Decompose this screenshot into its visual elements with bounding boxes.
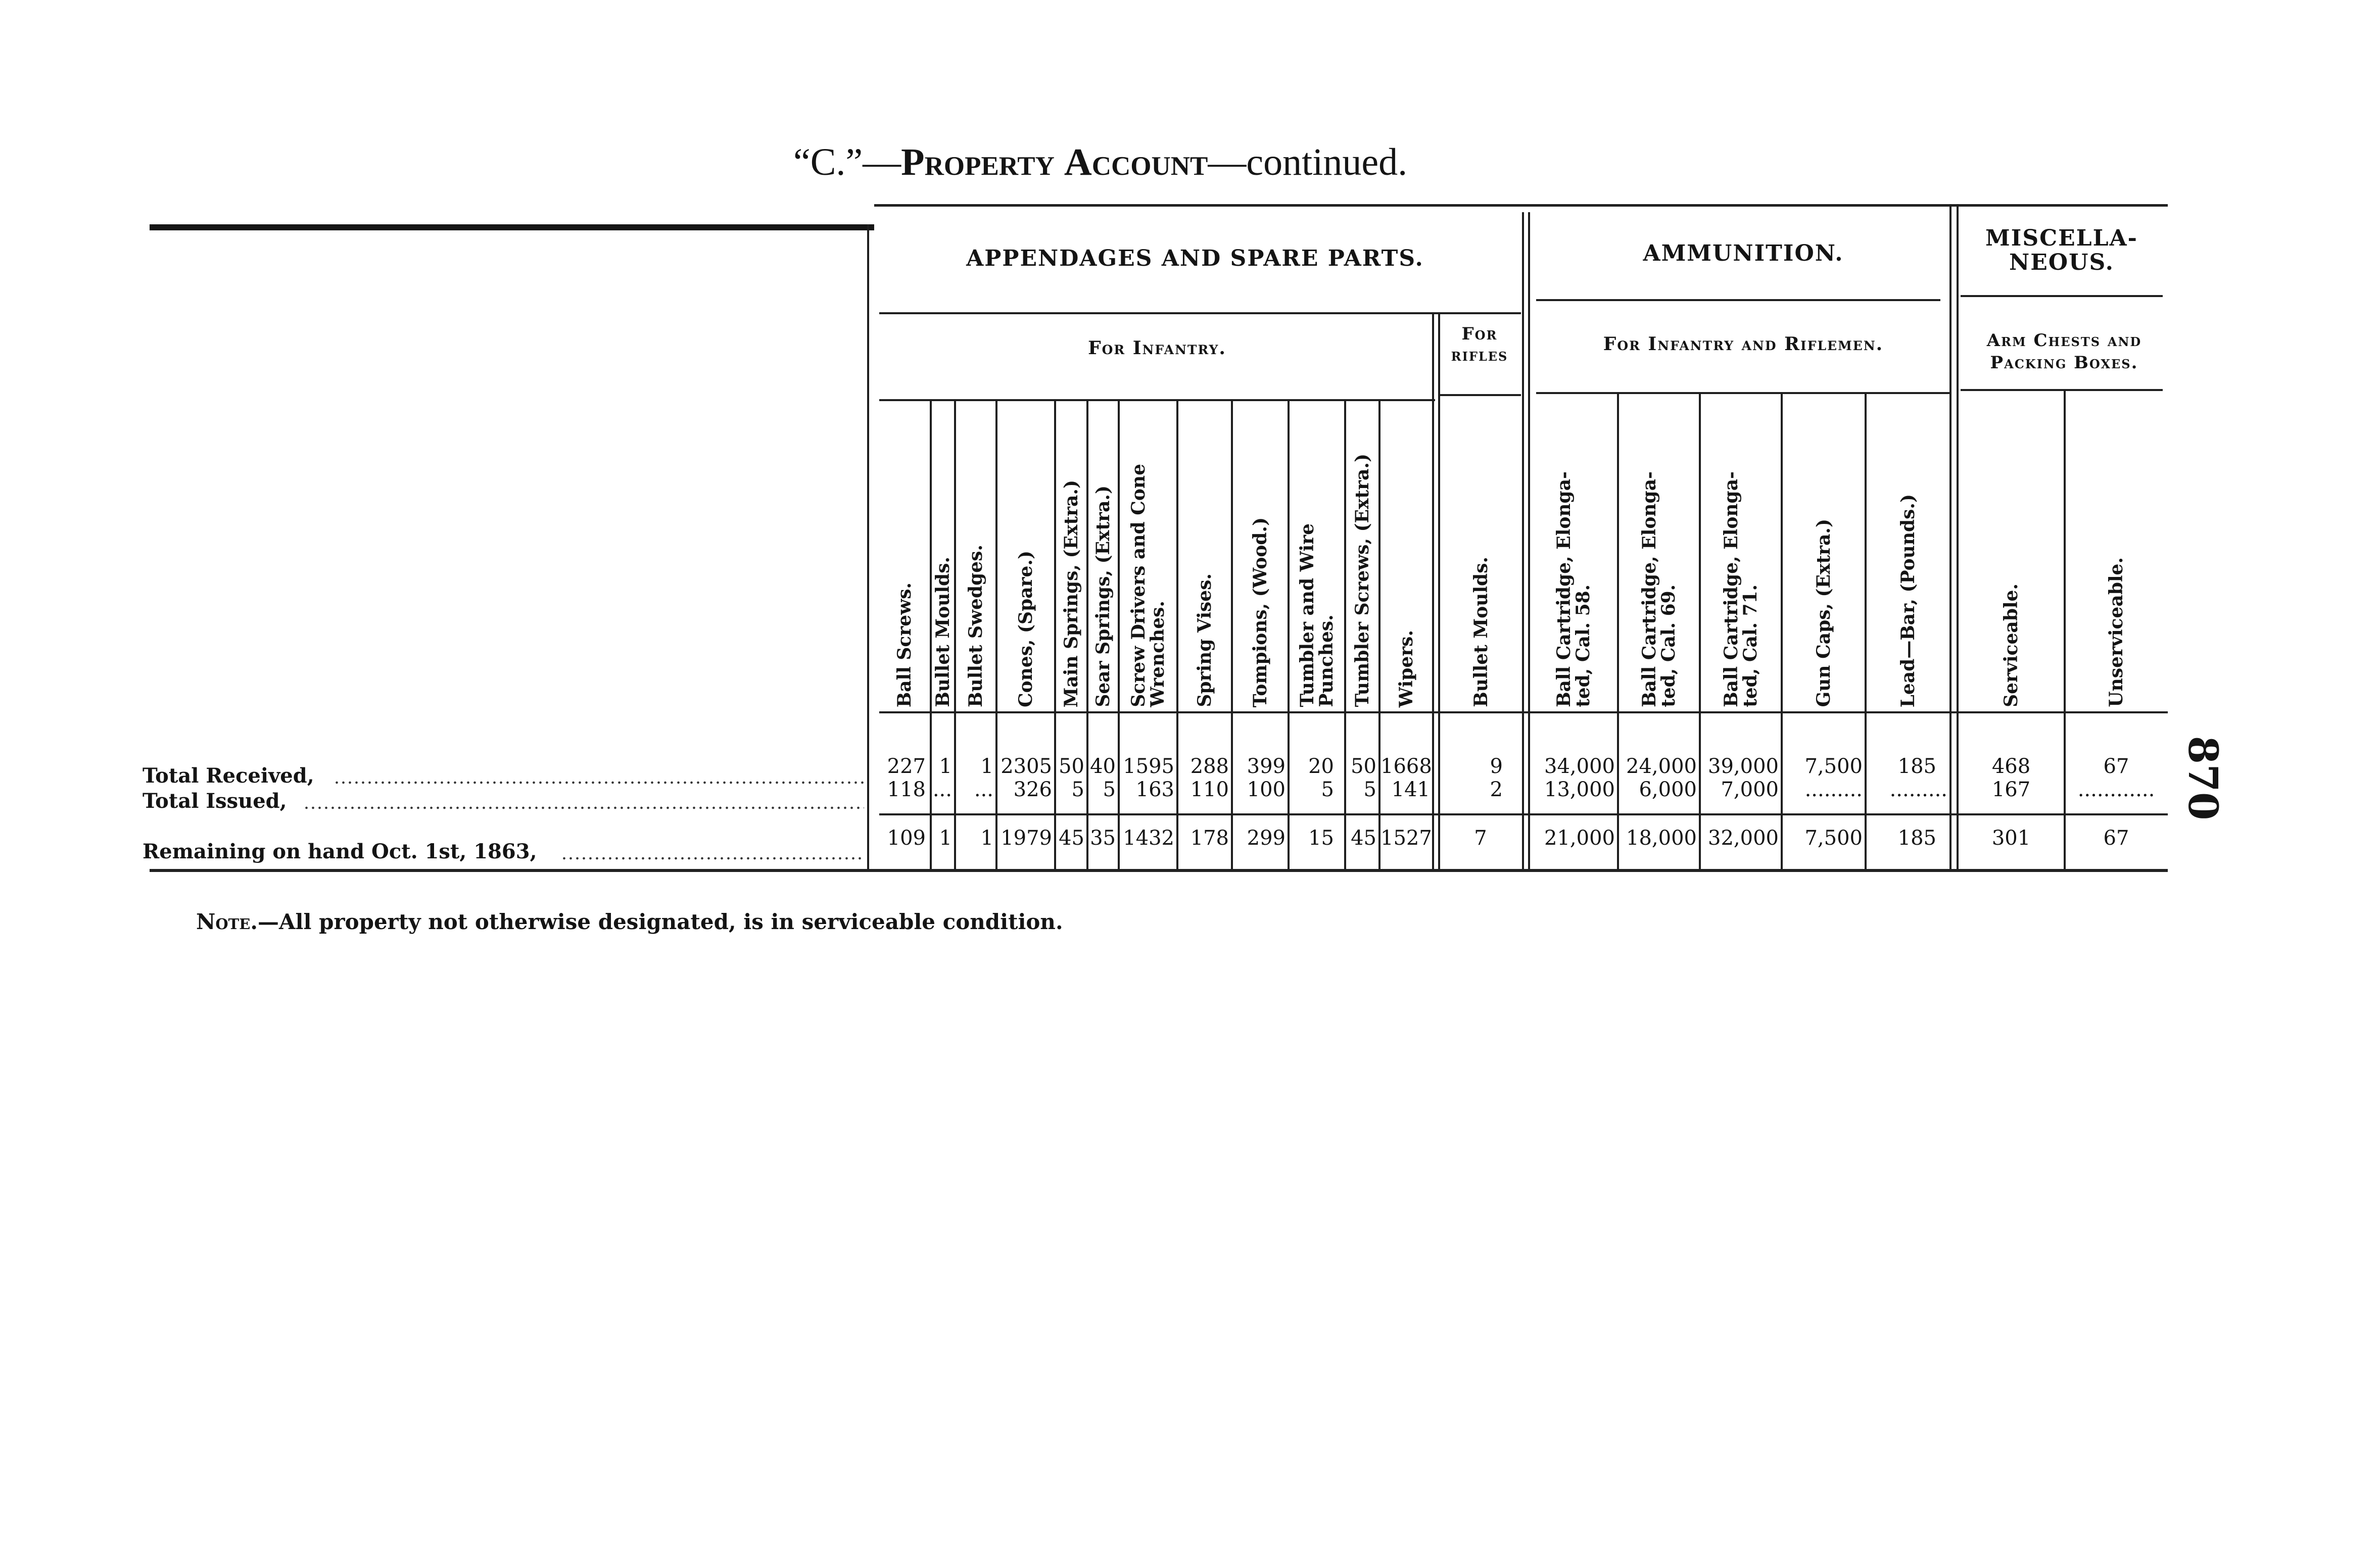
colhead-ball-screws: Ball Screws. [894, 582, 915, 707]
colhead-bullet-moulds: Bullet Moulds. [932, 557, 954, 707]
vline [1522, 212, 1524, 869]
cell-issued-cal58: 13,000 [1544, 778, 1615, 801]
cell-received-screw-drivers: 1595 [1123, 755, 1174, 778]
colhead-wipers: Wipers. [1396, 629, 1417, 707]
colhead-rifle-bullet-moulds: Bullet Moulds. [1470, 557, 1492, 707]
cell-remaining-ball-screws: 109 [887, 827, 926, 850]
cell-issued-sear-springs: 5 [1103, 778, 1116, 801]
colhead-cal-58: Ball Cartridge, Elonga- ted, Cal. 58. [1553, 471, 1594, 707]
cell-remaining-sear-springs: 35 [1090, 827, 1116, 850]
cell-received-lead-bar: 185 [1897, 755, 1936, 778]
cell-remaining-main-springs: 45 [1059, 827, 1084, 850]
cell-remaining-cal71: 32,000 [1708, 827, 1779, 850]
cell-remaining-tumbler-punches: 15 [1308, 827, 1334, 850]
cell-remaining-bullet-moulds: 1 [939, 827, 952, 850]
cell-remaining-spring-vises: 178 [1190, 827, 1229, 850]
cell-issued-gun-caps: ......... [1804, 778, 1863, 801]
subgroup-arm-chests: Arm Chests and Packing Boxes. [1986, 330, 2142, 373]
cell-received-spring-vises: 288 [1190, 755, 1229, 778]
cell-issued-ball-screws: 118 [887, 778, 926, 801]
cell-received-tompions: 399 [1247, 755, 1286, 778]
cell-issued-cal69: 6,000 [1639, 778, 1697, 801]
cell-issued-tompions: 100 [1247, 778, 1286, 801]
cell-issued-main-springs: 5 [1071, 778, 1084, 801]
colhead-cal-71: Ball Cartridge, Elonga- ted, Cal. 71. [1721, 471, 1761, 707]
cell-received-cones: 2305 [1001, 755, 1052, 778]
top-rule-left [150, 224, 874, 230]
cell-remaining-wipers: 1527 [1381, 827, 1432, 850]
title-property: Property [901, 141, 1055, 183]
colhead-tumbler-wire-punches: Tumbler and Wire Punches. [1297, 523, 1337, 707]
top-rule-right [874, 204, 2168, 207]
cell-issued-rifle-moulds: 2 [1490, 778, 1503, 801]
group-miscellaneous: MISCELLA- NEOUS. [1985, 225, 2138, 275]
cell-issued-tumbler-punches: 5 [1321, 778, 1334, 801]
colhead-serviceable: Serviceable. [2001, 584, 2022, 707]
subgroup-for-rifles: For rifles [1451, 324, 1508, 365]
colhead-bullet-swedges: Bullet Swedges. [965, 545, 986, 707]
colhead-tompions: Tompions, (Wood.) [1250, 517, 1271, 707]
cell-issued-lead-bar: ......... [1889, 778, 1947, 801]
cell-issued-screw-drivers: 163 [1135, 778, 1174, 801]
title-quote: “C.”— [793, 141, 901, 183]
cell-remaining-lead-bar: 185 [1897, 827, 1936, 850]
header-rule-1 [879, 312, 1521, 314]
cell-received-cal69: 24,000 [1626, 755, 1697, 778]
leader-dots [561, 857, 864, 860]
cell-received-tumbler-punches: 20 [1308, 755, 1334, 778]
cell-received-wipers: 1668 [1381, 755, 1432, 778]
note-text: —All property not otherwise designated, is in serviceable condition. [257, 909, 1063, 934]
cell-issued-bullet-moulds: ... [932, 778, 952, 801]
cell-remaining-bullet-swedges: 1 [980, 827, 993, 850]
colhead-screw-drivers: Screw Drivers and Cone Wrenches. [1128, 464, 1168, 707]
cell-issued-unserviceable: ............ [2077, 778, 2155, 801]
cell-received-cal58: 34,000 [1544, 755, 1615, 778]
cell-received-rifle-moulds: 9 [1490, 755, 1503, 778]
colhead-sear-springs: Sear Springs, (Extra.) [1092, 486, 1114, 707]
subgroup-for-infantry: For Infantry. [1088, 337, 1226, 359]
cell-remaining-gun-caps: 7,500 [1804, 827, 1863, 850]
colhead-cones: Cones, (Spare.) [1015, 550, 1036, 707]
group-appendages: APPENDAGES AND SPARE PARTS. [966, 246, 1424, 271]
vline-left [867, 224, 869, 869]
cell-remaining-screw-drivers: 1432 [1123, 827, 1174, 850]
note-prefix: Note. [196, 909, 258, 934]
footnote [196, 909, 1063, 934]
header-rule-4 [879, 399, 1435, 401]
row-label-received: Total Received, [142, 764, 314, 788]
group-ammunition: AMMUNITION. [1643, 240, 1844, 266]
cell-issued-cones: 326 [1013, 778, 1052, 801]
cell-received-bullet-swedges: 1 [980, 755, 993, 778]
cell-remaining-cal69: 18,000 [1626, 827, 1697, 850]
header-rule-6 [1536, 392, 1950, 394]
row-label-issued: Total Issued, [142, 789, 287, 813]
page-title [793, 140, 1521, 184]
cell-received-cal71: 39,000 [1708, 755, 1779, 778]
header-rule-2 [1536, 299, 1940, 301]
colhead-lead-bar: Lead—Bar, (Pounds.) [1897, 494, 1919, 707]
vline [1949, 204, 1951, 869]
cell-issued-cal71: 7,000 [1721, 778, 1779, 801]
cell-received-bullet-moulds: 1 [939, 755, 952, 778]
cell-received-main-springs: 50 [1059, 755, 1084, 778]
cell-remaining-rifle-moulds: 7 [1474, 827, 1487, 850]
cell-remaining-tompions: 299 [1247, 827, 1286, 850]
colhead-main-springs: Main Springs, (Extra.) [1061, 479, 1082, 707]
title-account: Account [1064, 141, 1208, 183]
title-continued: —continued. [1208, 141, 1408, 183]
cell-received-serviceable: 468 [1991, 755, 2031, 778]
leader-dots [303, 806, 864, 809]
subgroup-infantry-riflemen: For Infantry and Riflemen. [1603, 333, 1884, 355]
cell-remaining-tumbler-screws: 45 [1351, 827, 1376, 850]
cell-received-tumbler-screws: 50 [1351, 755, 1376, 778]
header-rule-7 [1961, 389, 2163, 391]
vline [1432, 312, 1434, 869]
colhead-spring-vises: Spring Vises. [1194, 573, 1215, 707]
cell-issued-tumbler-screws: 5 [1363, 778, 1376, 801]
cell-issued-serviceable: 167 [1991, 778, 2031, 801]
cell-received-gun-caps: 7,500 [1804, 755, 1863, 778]
cell-received-unserviceable: 67 [2103, 755, 2129, 778]
cell-remaining-cones: 1979 [1001, 827, 1052, 850]
bottom-rule [150, 869, 2168, 872]
cell-received-sear-springs: 40 [1090, 755, 1116, 778]
header-rule-5 [1440, 394, 1521, 396]
colhead-gun-caps: Gun Caps, (Extra.) [1813, 519, 1834, 707]
cell-received-ball-screws: 227 [887, 755, 926, 778]
cell-remaining-unserviceable: 67 [2103, 827, 2129, 850]
cell-issued-spring-vises: 110 [1190, 778, 1229, 801]
leader-dots [334, 781, 864, 784]
colhead-unserviceable: Unserviceable. [2106, 557, 2127, 707]
cell-remaining-cal58: 21,000 [1544, 827, 1615, 850]
cell-remaining-serviceable: 301 [1991, 827, 2031, 850]
page-number: 870 [2179, 736, 2227, 820]
colhead-cal-69: Ball Cartridge, Elonga- ted, Cal. 69. [1639, 471, 1679, 707]
cell-issued-wipers: 141 [1391, 778, 1430, 801]
header-rule-3 [1961, 295, 2163, 297]
cell-issued-bullet-swedges: ... [974, 778, 993, 801]
row-label-remaining: Remaining on hand Oct. 1st, 1863, [142, 840, 537, 863]
colhead-tumbler-screws: Tumbler Screws, (Extra.) [1352, 454, 1373, 707]
